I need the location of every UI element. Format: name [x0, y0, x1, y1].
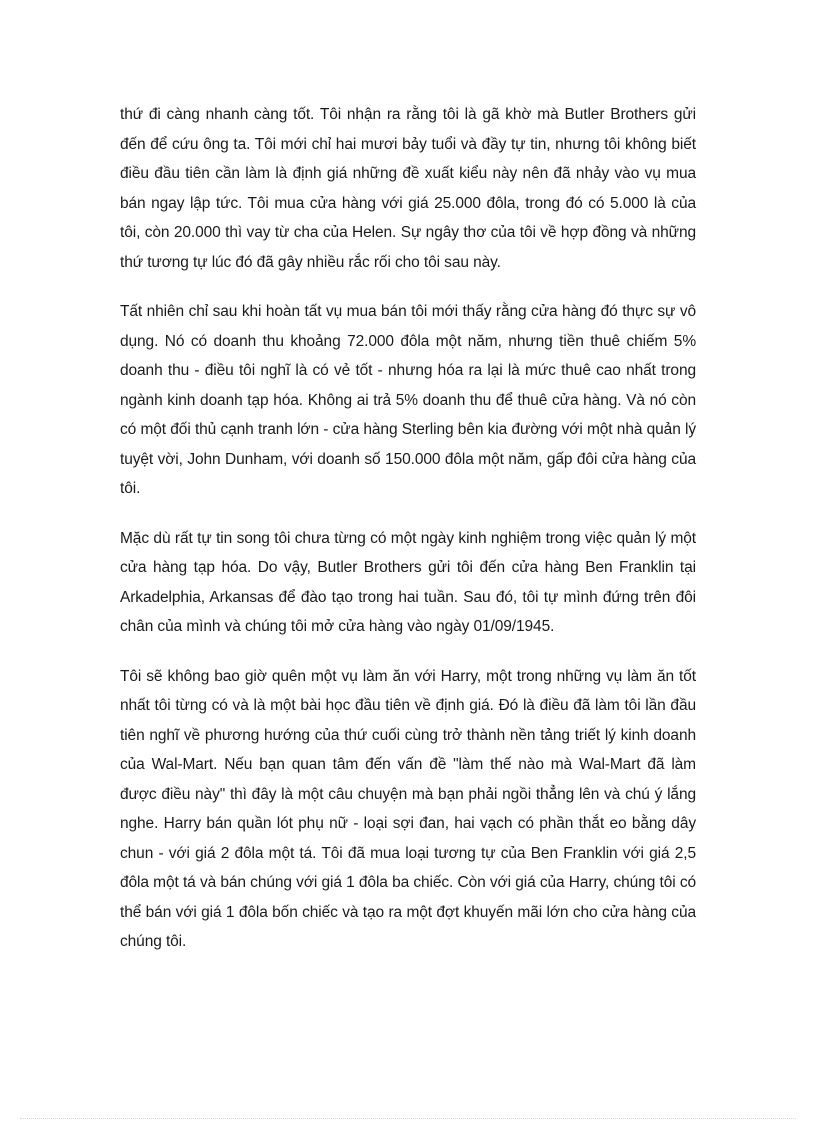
paragraph-1: thứ đi càng nhanh càng tốt. Tôi nhận ra rằng tôi là gã khờ mà Butler Brothers gửi đến để cứu ông ta. Tôi mới chỉ hai mươi bảy tuổi và đầy tự tin, nhưng tôi không biết điều đầu tiên cần làm là định giá những đề xuất kiểu này nên đã nhảy vào vụ mua bán ngay lập tức. Tôi mua cửa hàng với giá 25.000 đôla, trong đó có 5.000 là của tôi, còn 20.000 thì vay từ cha của Helen. Sự ngây thơ của tôi về hợp đồng và những thứ tương tự lúc đó đã gây nhiều rắc rối cho tôi sau này. — [120, 106, 696, 271]
document-body — [120, 100, 696, 977]
page-bottom-divider — [20, 1118, 796, 1119]
paragraph-2: Tất nhiên chỉ sau khi hoàn tất vụ mua bán tôi mới thấy rằng cửa hàng đó thực sự vô dụng. Nó có doanh thu khoảng 72.000 đôla một năm, nhưng tiền thuê chiếm 5% doanh thu - điều tôi nghĩ là có vẻ tốt - nhưng hóa ra lại là mức thuê cao nhất trong ngành kinh doanh tạp hóa. Không ai trả 5% doanh thu để thuê cửa hàng. Và nó còn có một đối thủ cạnh tranh lớn - cửa hàng Sterling bên kia đường với một nhà quản lý tuyệt vời, John Dunham, với doanh số 150.000 đôla một năm, gấp đôi cửa hàng của tôi. — [120, 303, 696, 497]
paragraph-3: Mặc dù rất tự tin song tôi chưa từng có một ngày kinh nghiệm trong việc quản lý một cửa hàng tạp hóa. Do vậy, Butler Brothers gửi tôi đến cửa hàng Ben Franklin tại Arkadelphia, Arkansas để đào tạo trong hai tuần. Sau đó, tôi tự mình đứng trên đôi chân của mình và chúng tôi mở cửa hàng vào ngày 01/09/1945. — [120, 529, 696, 635]
paragraph-4: Tôi sẽ không bao giờ quên một vụ làm ăn với Harry, một trong những vụ làm ăn tốt nhất tôi từng có và là một bài học đầu tiên về định giá. Đó là điều đã làm tôi lần đầu tiên nghĩ về phương hướng của thứ cuối cùng trở thành nền tảng triết lý kinh doanh của Wal-Mart. Nếu bạn quan tâm đến vấn đề "làm thế nào mà Wal-Mart đã làm được điều này" thì đây là một câu chuyện mà bạn phải ngồi thẳng lên và chú ý lắng nghe. Harry bán quần lót phụ nữ - loại sợi đan, hai vạch có phần thắt eo bằng dây chun - với giá 2 đôla một tá. Tôi đã mua loại tương tự của Ben Franklin với giá 2,5 đôla một tá và bán chúng với giá 1 đôla ba chiếc. Còn với giá của Harry, chúng tôi có thể bán với giá 1 đôla bốn chiếc và tạo ra một đợt khuyến mãi lớn cho cửa hàng của chúng tôi. — [120, 667, 696, 950]
